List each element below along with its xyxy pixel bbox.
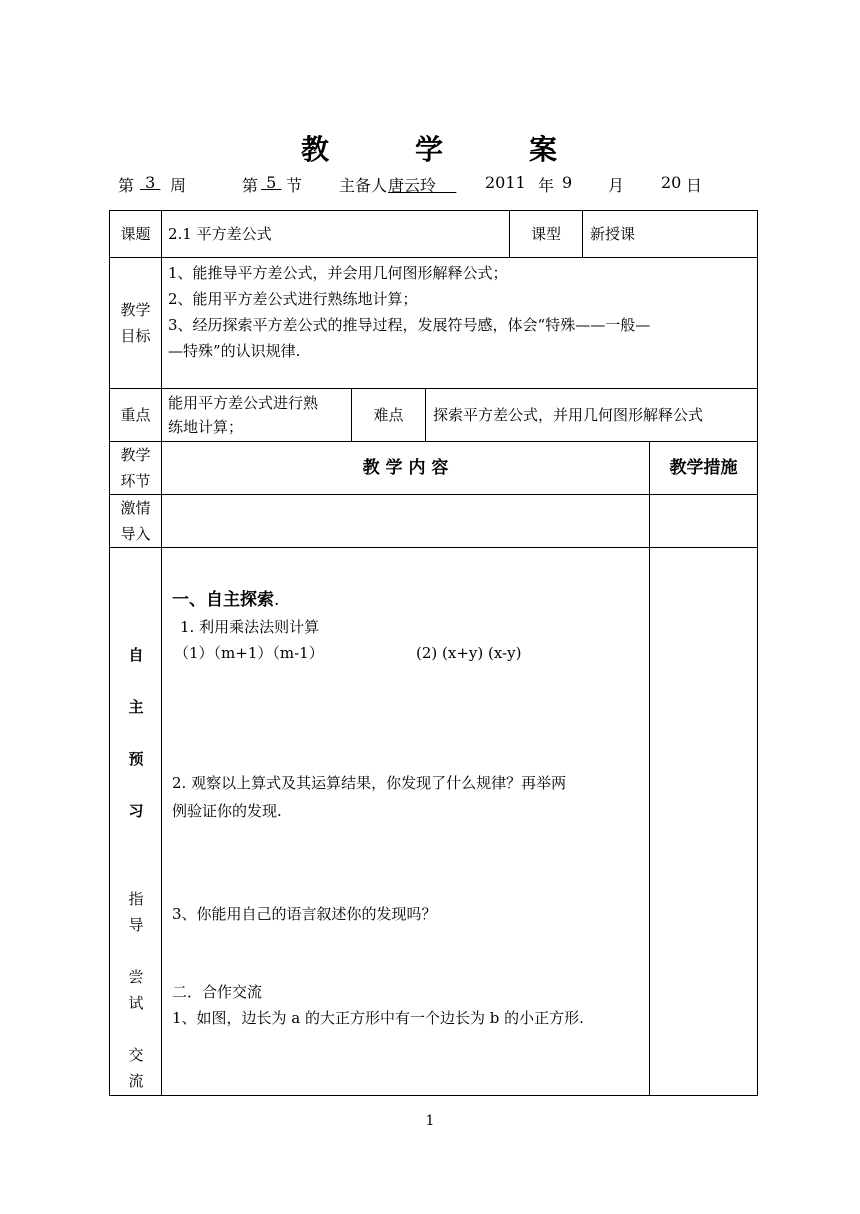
type-cell [510, 211, 758, 258]
side-char: 尝 [128, 968, 144, 986]
section-prefix: 第 [242, 176, 259, 195]
preparer-name: 唐云玲 [388, 176, 437, 195]
intro-measures [650, 495, 758, 548]
self-study-row [110, 548, 758, 1096]
side-char: 主 [128, 698, 144, 716]
month-label: 月 [608, 176, 625, 195]
day-value: 20 [661, 173, 682, 192]
question-3: 3、你能用自己的语言叙述你的发现吗？ [172, 905, 437, 923]
section-suffix: 节 [286, 176, 303, 195]
week-value: 3 [145, 173, 156, 192]
title-char: 教 [300, 133, 331, 166]
topic-value: 2.1 平方差公式 [162, 211, 510, 258]
year-label: 年 [538, 176, 555, 195]
day-label: 日 [686, 176, 703, 195]
intro-label-line1: 激情 [120, 499, 151, 517]
question-1a: （1）（m+1）（m-1） [174, 644, 324, 662]
goals-content [162, 258, 758, 389]
question-1: 1. 利用乘法法则计算 [180, 618, 320, 636]
document-title [0, 128, 860, 168]
content-header: 教 学 内 容 [162, 442, 650, 495]
goals-label-line2: 目标 [120, 327, 151, 345]
goals-label-line1: 教学 [120, 301, 151, 319]
key-cell [162, 389, 426, 442]
goal-item: 2、能用平方差公式进行熟练地计算； [168, 290, 418, 308]
type-label: 课型 [510, 211, 583, 257]
key-row [110, 389, 758, 442]
title-char: 案 [529, 133, 560, 166]
difficult-cell [426, 389, 758, 442]
topic-label: 课题 [110, 211, 162, 258]
key-label: 重点 [110, 389, 162, 442]
side-char: 自 [128, 646, 144, 664]
side-char: 试 [128, 994, 144, 1012]
side-char: 指 [128, 890, 144, 908]
side-char: 导 [128, 916, 144, 934]
difficult-label: 难点 [352, 389, 426, 441]
side-char: 预 [128, 750, 144, 768]
goals-row [110, 258, 758, 389]
question-1b: (2) (x+y) (x-y) [416, 644, 522, 662]
side-char: 交 [128, 1046, 144, 1064]
year-value: 2011 [485, 173, 526, 192]
stage-label-line1: 教学 [120, 446, 151, 464]
self-study-measures [650, 548, 758, 1096]
stage-label-line2: 环节 [120, 472, 151, 490]
question-2-line1: 2. 观察以上算式及其运算结果，你发现了什么规律？再举两 [172, 774, 567, 792]
page-number: 1 [425, 1113, 435, 1129]
goal-item: 3、经历探索平方差公式的推导过程，发展符号感，体会“特殊——一般— [168, 316, 651, 334]
intro-content [162, 495, 650, 548]
title-char: 学 [414, 133, 445, 166]
goals-label [110, 258, 162, 389]
key-line: 练地计算； [168, 418, 244, 436]
side-char: 流 [128, 1072, 144, 1090]
section1-title: 一、自主探索. [172, 590, 280, 610]
week-suffix: 周 [170, 176, 187, 195]
stage-header-row [110, 442, 758, 495]
side-char: 习 [128, 802, 144, 820]
key-value [168, 389, 352, 441]
goal-item: 1、能推导平方差公式，并会用几何图形解释公式； [168, 264, 508, 282]
key-line: 能用平方差公式进行熟 [168, 394, 319, 412]
preparer-label: 主备人 [339, 176, 388, 195]
week-prefix: 第 [118, 176, 135, 195]
section-value: 5 [266, 173, 277, 192]
type-value: 新授课 [590, 225, 636, 243]
difficult-value: 探索平方差公式，并用几何图形解释公式 [433, 406, 704, 424]
question-2-line2: 例验证你的发现. [172, 802, 282, 820]
month-value: 9 [562, 173, 573, 192]
intro-label [110, 495, 162, 548]
intro-label-line2: 导入 [120, 525, 151, 543]
lesson-plan-table [109, 210, 758, 1096]
topic-row [110, 211, 758, 258]
self-study-side [110, 548, 162, 1096]
intro-row [110, 495, 758, 548]
section2-question-1: 1、如图，边长为 a 的大正方形中有一个边长为 b 的小正方形. [172, 1009, 584, 1027]
stage-label [110, 442, 162, 495]
goal-item: —特殊”的认识规律. [168, 342, 301, 360]
measures-header: 教学措施 [650, 442, 758, 495]
self-study-content [162, 548, 650, 1096]
section2-title: 二．合作交流 [172, 983, 263, 1001]
